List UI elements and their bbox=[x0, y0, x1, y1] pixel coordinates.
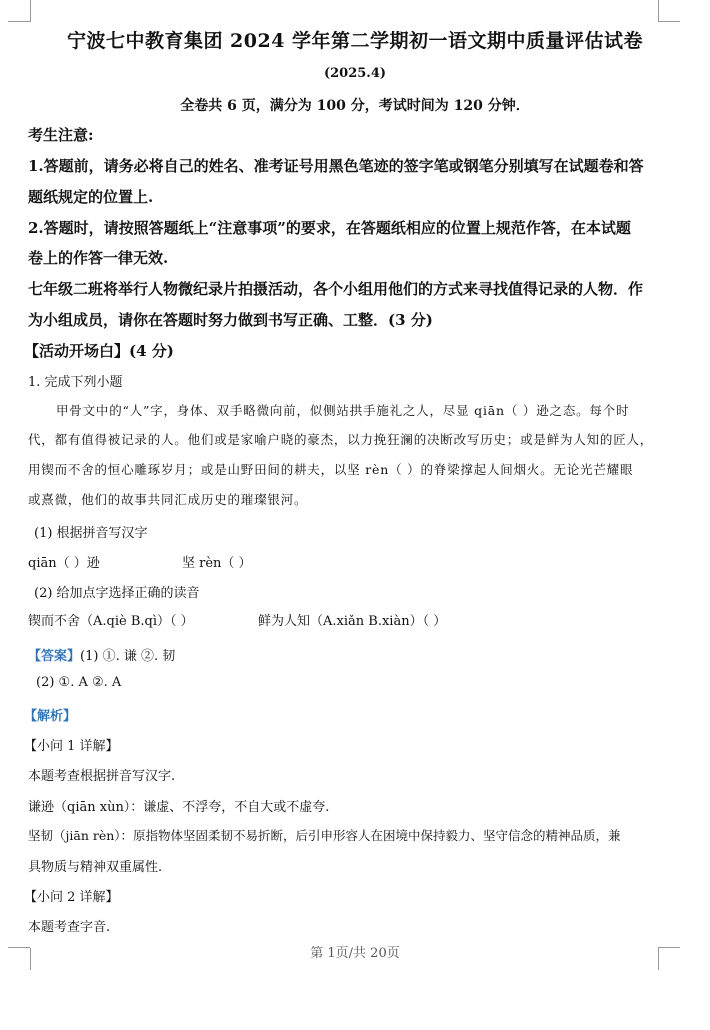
passage-line: 代，都有值得被记录的人。他们或是家喻户晓的豪杰，以力挽狂澜的决断改写历史；或是鲜为人知的匠人， bbox=[28, 432, 654, 447]
passage-line: 或熹微，他们的故事共同汇成历史的璀璨银河。 bbox=[28, 492, 308, 507]
answer-row-2: (2) ①. A ②. A bbox=[36, 675, 122, 690]
passage-line: 甲骨文中的“人”字，身体、双手略微向前，似侧站拱手施礼之人，尽显 qiān（ ）逊之态。每个时 bbox=[56, 403, 630, 418]
notice-item-2-cont: 卷上的作答一律无效. bbox=[28, 249, 169, 267]
subquestion-2-item-a: 锲而不舍（A.qiè B.qì）（ ） bbox=[28, 614, 194, 629]
analysis-sub1-heading: 【小问 1 详解】 bbox=[24, 739, 119, 754]
activity-intro-cont: 为小组成员，请你在答题时努力做到书写正确、工整．(3 分) bbox=[28, 311, 433, 329]
subquestion-1-item-a: qiān（ ）逊 bbox=[28, 556, 100, 571]
answer-row-1 bbox=[28, 645, 688, 664]
crop-mark bbox=[658, 0, 681, 22]
subquestion-2-item-b: 鲜为人知（A.xiǎn B.xiàn）（ ） bbox=[258, 614, 447, 629]
analysis-word-2-cont: 具物质与精神双重属性. bbox=[28, 860, 163, 875]
notice-heading: 考生注意: bbox=[28, 126, 94, 144]
page-title: 宁波七中教育集团 2024 学年第二学期初一语文期中质量评估试卷 bbox=[66, 30, 644, 52]
analysis-tag: 【解析】 bbox=[24, 709, 77, 724]
exam-date: (2025.4) bbox=[323, 66, 387, 81]
subquestion-2-label: (2) 给加点字选择正确的读音 bbox=[34, 586, 200, 601]
answer-tag: 【答案】 bbox=[28, 649, 81, 664]
exam-info: 全卷共 6 页，满分为 100 分，考试时间为 120 分钟． bbox=[180, 98, 530, 114]
section-heading: 【活动开场白】(4 分) bbox=[24, 342, 174, 360]
notice-item-1-cont: 题纸规定的位置上. bbox=[28, 188, 154, 206]
notice-item-2: 2.答题时，请按照答题纸上“注意事项”的要求，在答题纸相应的位置上规范作答，在本试题 bbox=[28, 219, 631, 237]
question-number: 1. 完成下列小题 bbox=[28, 375, 123, 390]
notice-item-1: 1.答题前，请务必将自己的姓名、准考证号用黑色笔迹的签字笔或钢笔分别填写在试题卷和答 bbox=[28, 157, 644, 175]
analysis-sub2-heading: 【小问 2 详解】 bbox=[24, 890, 119, 905]
activity-intro: 七年级二班将举行人物微纪录片拍摄活动，各个小组用他们的方式来寻找值得记录的人物．作 bbox=[28, 280, 644, 298]
subquestion-1-item-b: 坚 rèn（ ） bbox=[182, 556, 252, 571]
analysis-sub1-intro: 本题考查根据拼音写汉字. bbox=[28, 769, 176, 784]
passage-line: 用锲而不舍的恒心雕琢岁月；或是山野田间的耕夫，以坚 rèn（ ）的脊梁撑起人间烟火。无论光芒耀眼 bbox=[28, 462, 634, 477]
analysis-sub2-intro: 本题考查字音. bbox=[28, 920, 111, 935]
page-number: 第 1页/共 20页 bbox=[310, 946, 400, 961]
analysis-word-2: 坚韧（jiān rèn）：原指物体坚固柔韧不易折断，后引申形容人在困境中保持毅力、坚守信念的精神品质，兼 bbox=[28, 828, 621, 843]
crop-mark bbox=[30, 0, 53, 22]
analysis-word-1: 谦逊（qiān xùn）：谦虚、不浮夸，不自大或不虚夸. bbox=[28, 800, 330, 815]
answer-text: (1) ①. 谦 ②. 韧 bbox=[80, 649, 176, 664]
subquestion-1-label: (1) 根据拼音写汉字 bbox=[34, 526, 148, 541]
